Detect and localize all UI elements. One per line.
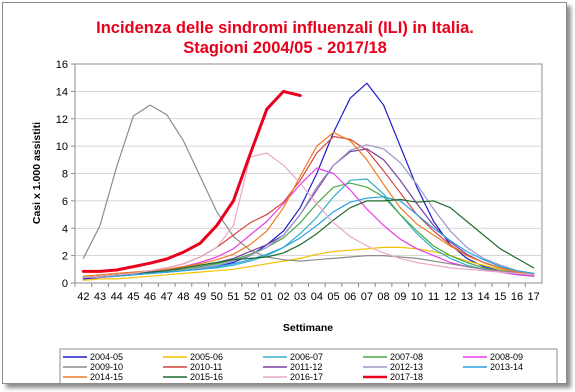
y-tick-label: 10 [55,141,68,154]
y-tick-label: 16 [55,59,68,71]
x-tick-label: 13 [460,291,474,303]
x-axis-label: Settimane [282,322,334,334]
x-tick-label: 12 [444,291,457,303]
legend-label: 2017-18 [390,372,424,382]
x-tick-label: 43 [93,291,107,303]
legend-label: 2007-08 [390,352,424,362]
x-tick-label: 17 [527,291,540,303]
chart [3,3,566,383]
y-axis-label: Casi x 1.000 assistiti [31,121,43,225]
legend-label: 2013-14 [490,362,524,372]
x-tick-label: 07 [360,291,373,303]
chart-subtitle: Stagioni 2004/05 - 2017/18 [183,39,387,57]
chart-title: Incidenza delle sindromi influenzali (ILI) in Italia. [96,19,474,37]
x-tick-label: 16 [510,291,524,303]
x-tick-label: 44 [110,291,123,303]
x-tick-label: 51 [227,291,240,303]
y-tick-label: 14 [55,86,68,99]
x-tick-label: 11 [427,291,440,303]
legend-label: 2011-12 [290,362,323,372]
x-tick-label: 02 [277,291,290,303]
x-tick-label: 03 [294,291,307,303]
legend-label: 2005-06 [190,352,224,362]
x-tick-label: 05 [327,291,340,303]
x-tick-label: 49 [193,291,207,303]
legend-label: 2016-17 [290,372,324,382]
x-tick-label: 48 [177,291,190,303]
x-tick-label: 14 [477,291,490,303]
legend-label: 2014-15 [90,372,124,382]
x-tick-label: 10 [410,291,424,303]
chart-frame [2,2,567,384]
y-tick-label: 12 [55,113,68,126]
x-tick-label: 42 [77,291,90,303]
legend-label: 2009-10 [90,362,124,372]
x-tick-label: 01 [260,291,273,303]
legend-label: 2015-16 [190,372,224,382]
y-tick-label: 6 [61,195,68,208]
x-tick-label: 47 [160,291,173,303]
legend-label: 2008-09 [490,352,524,362]
y-tick-label: 0 [61,278,68,290]
x-tick-label: 52 [244,291,257,303]
legend-label: 2004-05 [90,352,124,362]
y-tick-label: 4 [61,223,68,236]
x-tick-label: 50 [210,291,223,303]
x-tick-label: 45 [127,291,140,303]
x-tick-label: 15 [494,291,507,303]
x-tick-label: 04 [310,291,323,303]
legend-label: 2010-11 [190,362,223,372]
x-tick-label: 08 [377,291,390,303]
x-tick-label: 46 [143,291,157,303]
x-tick-label: 06 [344,291,357,303]
legend-label: 2006-07 [290,352,324,362]
x-tick-label: 09 [394,291,407,303]
y-tick-label: 2 [61,250,68,263]
y-tick-label: 8 [61,168,68,181]
legend-label: 2012-13 [390,362,424,372]
